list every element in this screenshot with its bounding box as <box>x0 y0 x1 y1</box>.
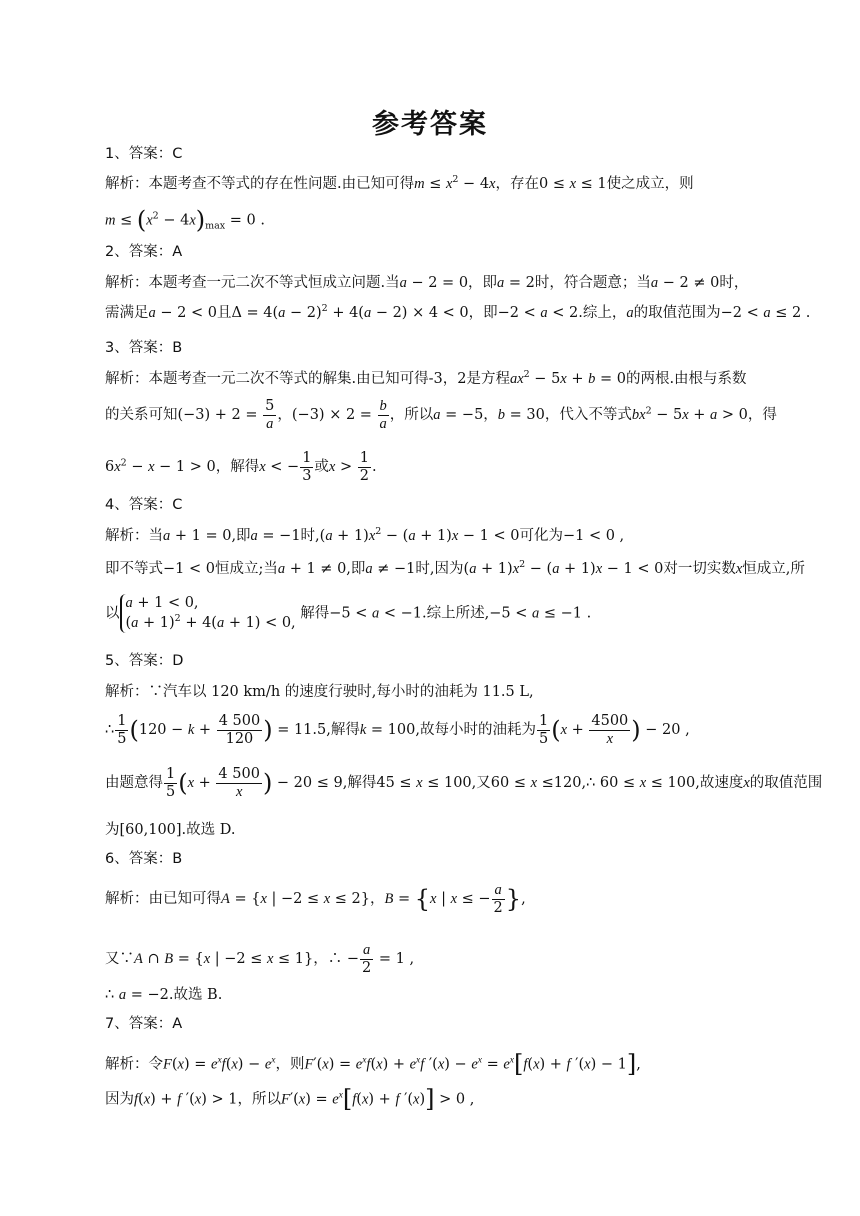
q3-explanation-line-3: $6x^2 - x - 1 > 0$，解得x < − $\frac{1}{3}$ 或x > $\frac{1}{2}$ . <box>105 450 377 484</box>
q5-explanation-line-3: 由题意得 $\frac{1}{5}$ (x + $\frac{4 500}{x}$ ) − 20 ≤ 9,解得45 ≤ x ≤ 100,又60 ≤ x ≤120,∴ 60 ≤ x ≤ 100,故速度x的取值范围 <box>105 766 823 800</box>
q7-explanation-line-2: 因为f(x) + f ′(x) > 1，所以$F'(x) = e^x[f(x) + f$ ′(x)] > 0 , <box>105 1085 475 1113</box>
q6-explanation-line-1: 解析：由已知可得A = {x | −2 ≤ x ≤ 2}，B = {x | x ≤ − $\frac{a}{2}$ }, <box>105 882 526 916</box>
q3-answer: 3、答案：B <box>105 340 183 356</box>
q5-answer: 5、答案：D <box>105 653 184 669</box>
q2-explanation-line-1: 解析：本题考查一元二次不等式恒成立问题.当a − 2 = 0，即a = 2时，符合题意；当a − 2 ≠ 0时， <box>105 275 749 291</box>
q7-explanation-line-1: 解析：令$F(x) = e^xf(x) - e^x$，则$F'(x) = e^xf(x) + e^xf$ $'(x) - e^x = e^x[f(x) + f$ ′(x) − 1], <box>105 1050 641 1078</box>
q7-answer: 7、答案：A <box>105 1016 183 1032</box>
q2-explanation-line-2: 需满足a − 2 < 0且$\Delta = 4(a - 2)^2 + 4(a - 2) \times 4 < 0$，即−2 < a < 2.综上，a的取值范围为−2 < a ≤ 2 . <box>105 303 811 321</box>
q6-explanation-line-3: ∴ a = −2.故选 B. <box>105 987 223 1003</box>
q5-explanation-line-4: 为[60,100].故选 D. <box>105 822 236 838</box>
q1-explanation-line-1: 解析：本题考查不等式的存在性问题.由已知可得$m \le x^2 - 4x$，存在0 ≤ x ≤ 1使之成立，则 <box>105 174 694 192</box>
page-title: 参考答案 <box>372 109 488 140</box>
q4-explanation-line-3: 以a + 1 < 0, $(a + 1)^2 + 4(a + 1) < 0$, 解得−5 < a < −1.综上所述,−5 < a ≤ −1 . <box>105 594 765 633</box>
q4-answer: 4、答案：C <box>105 497 183 513</box>
q4-explanation-line-2: 即不等式−1 < 0恒成立;当a + 1 ≠ 0,即a ≠ −1时,因为$(a + 1)x^2 - (a + 1)x - 1 < 0$对一切实数x恒成立,所 <box>105 559 805 577</box>
q3-explanation-line-1: 解析：本题考查一元二次不等式的解集.由已知可得-3，2是方程$ax^2 - 5x + b = 0$的两根.由根与系数 <box>105 369 747 387</box>
q3-explanation-line-2: 的关系可知(−3) + 2 = $\frac{5}{a}$ ，(−3) × 2 = $\frac{b}{a}$ ，所以a = −5，b = 30，代入不等式$bx^2 - 5x + a > 0$，得 <box>105 398 777 432</box>
q4-explanation-line-1: 解析：当a + 1 = 0,即a = −1时$,(a + 1)x^2 - (a + 1)x - 1 < 0$可化为−1 < 0 , <box>105 526 625 544</box>
q5-explanation-line-2: ∴ $\frac{1}{5}$ (120 − k + $\frac{4 500}{120}$ ) = 11.5,解得k = 100,故每小时的油耗为 $\frac{1}{5}$ (x + $\frac{4500}{x}$ ) − 20 , <box>105 713 690 747</box>
q5-explanation-line-1: 解析：∵汽车以 120 km/h 的速度行驶时,每小时的油耗为 11.5 L, <box>105 684 534 700</box>
q1-answer: 1、答案：C <box>105 146 183 162</box>
q6-explanation-line-2: 又∵A ∩ B = {x | −2 ≤ x ≤ 1}，∴ − $\frac{a}{2}$ = 1 , <box>105 942 415 976</box>
q1-explanation-line-2: $m \le (x^2 - 4x)_{max} = 0$ . <box>105 206 265 234</box>
q2-answer: 2、答案：A <box>105 244 183 260</box>
q6-answer: 6、答案：B <box>105 851 183 867</box>
